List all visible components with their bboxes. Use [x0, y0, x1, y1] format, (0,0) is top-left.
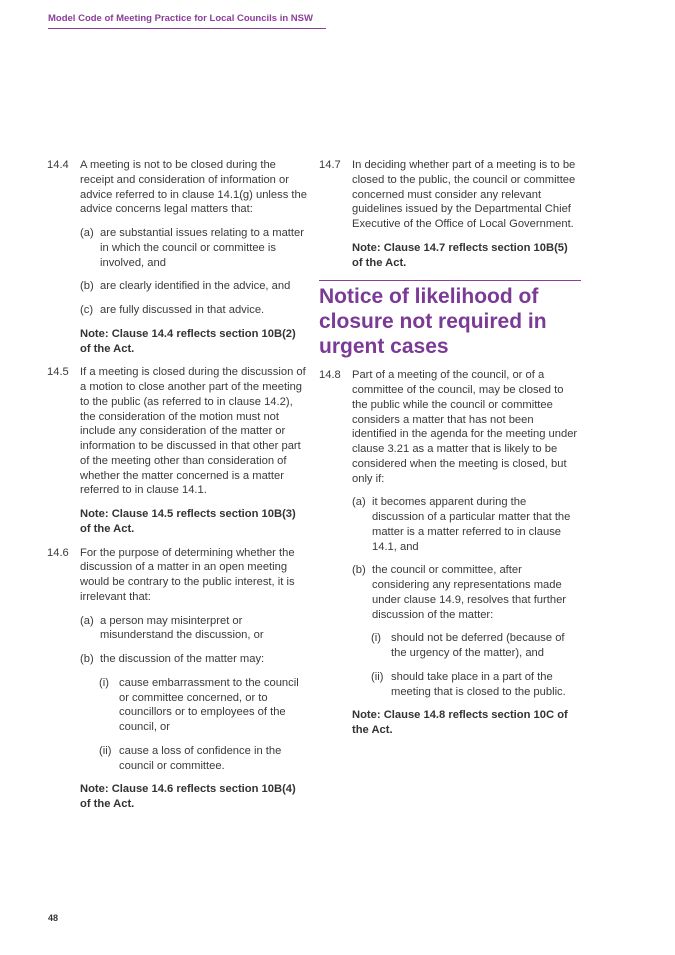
running-header: Model Code of Meeting Practice for Local Councils in NSW: [48, 13, 326, 29]
item-label: (a): [80, 227, 94, 239]
clause-text: A meeting is not to be closed during the receipt and consideration of information or advice referred to in clause 14.1(g) unless the advice concerns legal matters that:: [80, 159, 307, 216]
left-column: [47, 158, 309, 821]
sub-item-label: (i): [99, 676, 109, 689]
section-heading: Notice of likelihood of closure not required in urgent cases: [319, 285, 547, 359]
item-text: the discussion of the matter may:: [100, 653, 265, 665]
sub-item-label: (ii): [371, 670, 384, 683]
clause-number: 14.4: [47, 159, 69, 171]
item-label: (b): [80, 280, 94, 293]
sub-item-text: cause a loss of confidence in the council or committee.: [119, 744, 282, 772]
clause-number: 14.7: [319, 159, 341, 171]
clause-number: 14.5: [47, 366, 69, 379]
sub-item-label: (i): [371, 632, 381, 645]
right-column: [319, 158, 581, 747]
list-item: [352, 563, 581, 622]
item-label: (a): [80, 614, 94, 627]
clause-note: Note: Clause 14.5 reflects section 10B(3) of the Act.: [80, 508, 296, 535]
clause-14-5: [47, 365, 309, 536]
clause-14-7: [319, 158, 581, 270]
clause-text: If a meeting is closed during the discussion of a motion to close another part of the meeting to the public (as referred to in clause 14.2), the consideration of the motion must not include any consideration of the matter or information to be discussed in that other part of the meeting other than consideration of whether the matter concerned is a matter referred to in clause 14.1.: [80, 366, 306, 497]
list-item: [80, 226, 309, 270]
sub-item-text: cause embarrassment to the council or committee concerned, or to councillors or to employees of the council, or: [119, 676, 299, 733]
sub-item: [99, 676, 309, 735]
clause-text: Part of a meeting of the council, or of a committee of the council, may be closed to the public while the council or committee considers a matter that has not been identified in the agenda for the meeting under clause 3.21 as a matter that is likely to be considered when the meeting is closed, but only if:: [352, 369, 578, 485]
section-divider: [319, 280, 581, 281]
list-item: [80, 614, 309, 644]
item-label: (b): [352, 564, 366, 577]
clause-note: Note: Clause 14.6 reflects section 10B(4) of the Act.: [80, 783, 296, 810]
sub-item: [371, 670, 581, 700]
clause-text: In deciding whether part of a meeting is to be closed to the public, the council or committee concerned must consider any relevant guidelines issued by the Departmental Chief Executive of the Office of Local Government.: [352, 159, 576, 230]
list-item: [80, 652, 309, 667]
item-label: (c): [80, 304, 94, 316]
clause-number: 14.6: [47, 546, 69, 559]
clause-text: For the purpose of determining whether the discussion of a matter in an open meeting would be contrary to the public interest, it is irrelevant that:: [80, 546, 295, 603]
list-item: [80, 303, 309, 318]
list-item: [80, 279, 309, 294]
clause-note: Note: Clause 14.8 reflects section 10C of the Act.: [352, 709, 568, 736]
sub-item-text: should not be deferred (because of the urgency of the matter), and: [391, 632, 565, 659]
clause-14-6: [47, 546, 309, 812]
item-text: it becomes apparent during the discussion of a particular matter that the matter is a matter referred to in clause 14.1, and: [372, 496, 571, 553]
item-text: are substantial issues relating to a matter in which the council or committee is involved, and: [100, 227, 304, 269]
item-label: (a): [352, 496, 366, 509]
clause-note: Note: Clause 14.7 reflects section 10B(5) of the Act.: [352, 241, 568, 269]
sub-item: [99, 744, 309, 774]
clause-14-4: [47, 158, 309, 356]
clause-note: Note: Clause 14.4 reflects section 10B(2) of the Act.: [80, 327, 296, 355]
item-text: the council or committee, after considering any representations made under clause 14.9, resolves that further discussion of the matter:: [372, 564, 567, 621]
clause-number: 14.8: [319, 369, 341, 382]
clause-14-8: [319, 368, 581, 738]
item-text: are fully discussed in that advice.: [100, 304, 265, 316]
item-text: are clearly identified in the advice, and: [100, 280, 291, 293]
item-label: (b): [80, 653, 94, 665]
sub-item-label: (ii): [99, 744, 112, 757]
sub-item: [371, 631, 581, 661]
page-number: 48: [48, 913, 59, 923]
list-item: [352, 495, 581, 554]
item-text: a person may misinterpret or misunderstand the discussion, or: [100, 614, 264, 642]
sub-item-text: should take place in a part of the meeting that is closed to the public.: [391, 670, 566, 698]
